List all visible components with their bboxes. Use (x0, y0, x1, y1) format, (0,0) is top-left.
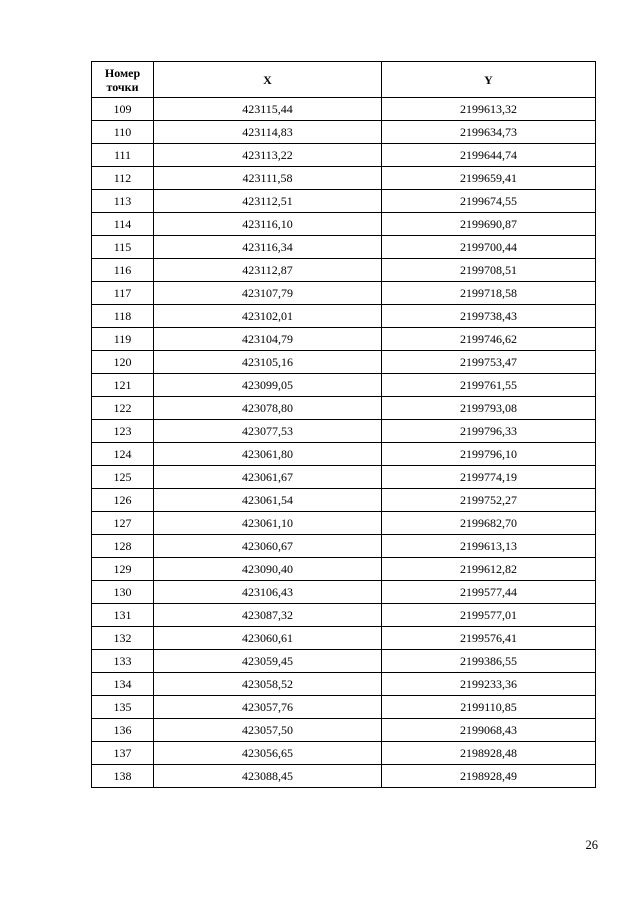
cell-point-number: 124 (92, 443, 154, 466)
cell-y: 2199612,82 (382, 558, 596, 581)
cell-x: 423060,67 (154, 535, 382, 558)
table-row (92, 420, 596, 443)
table-header-row (92, 62, 596, 98)
cell-x: 423112,87 (154, 259, 382, 282)
cell-point-number: 119 (92, 328, 154, 351)
table-row (92, 512, 596, 535)
cell-point-number: 120 (92, 351, 154, 374)
coordinates-table (91, 61, 596, 788)
table-row (92, 190, 596, 213)
cell-point-number: 126 (92, 489, 154, 512)
cell-x: 423116,34 (154, 236, 382, 259)
cell-point-number: 131 (92, 604, 154, 627)
cell-point-number: 135 (92, 696, 154, 719)
cell-y: 2198928,48 (382, 742, 596, 765)
cell-x: 423105,16 (154, 351, 382, 374)
cell-point-number: 138 (92, 765, 154, 788)
cell-x: 423077,53 (154, 420, 382, 443)
cell-point-number: 118 (92, 305, 154, 328)
cell-y: 2199386,55 (382, 650, 596, 673)
cell-point-number: 112 (92, 167, 154, 190)
cell-x: 423107,79 (154, 282, 382, 305)
table-row (92, 282, 596, 305)
cell-x: 423058,52 (154, 673, 382, 696)
cell-point-number: 128 (92, 535, 154, 558)
cell-x: 423078,80 (154, 397, 382, 420)
cell-x: 423057,76 (154, 696, 382, 719)
cell-y: 2199577,44 (382, 581, 596, 604)
cell-x: 423087,32 (154, 604, 382, 627)
cell-y: 2199718,58 (382, 282, 596, 305)
cell-point-number: 125 (92, 466, 154, 489)
cell-point-number: 130 (92, 581, 154, 604)
table-row (92, 397, 596, 420)
cell-x: 423112,51 (154, 190, 382, 213)
cell-point-number: 113 (92, 190, 154, 213)
cell-point-number: 110 (92, 121, 154, 144)
cell-point-number: 123 (92, 420, 154, 443)
cell-y: 2199674,55 (382, 190, 596, 213)
cell-x: 423102,01 (154, 305, 382, 328)
cell-y: 2199746,62 (382, 328, 596, 351)
cell-x: 423088,45 (154, 765, 382, 788)
table-row (92, 627, 596, 650)
cell-x: 423061,67 (154, 466, 382, 489)
cell-point-number: 133 (92, 650, 154, 673)
cell-x: 423060,61 (154, 627, 382, 650)
cell-y: 2199793,08 (382, 397, 596, 420)
cell-point-number: 129 (92, 558, 154, 581)
table-row (92, 558, 596, 581)
cell-y: 2199577,01 (382, 604, 596, 627)
cell-y: 2199774,19 (382, 466, 596, 489)
table-row (92, 374, 596, 397)
table-row (92, 742, 596, 765)
table-row (92, 328, 596, 351)
cell-x: 423114,83 (154, 121, 382, 144)
table-row (92, 535, 596, 558)
cell-point-number: 109 (92, 98, 154, 121)
cell-x: 423059,45 (154, 650, 382, 673)
table-row (92, 489, 596, 512)
cell-y: 2199796,33 (382, 420, 596, 443)
table-row (92, 167, 596, 190)
cell-point-number: 122 (92, 397, 154, 420)
cell-x: 423116,10 (154, 213, 382, 236)
cell-point-number: 127 (92, 512, 154, 535)
table-row (92, 443, 596, 466)
cell-point-number: 111 (92, 144, 154, 167)
cell-x: 423113,22 (154, 144, 382, 167)
table-row (92, 144, 596, 167)
table-row (92, 466, 596, 489)
cell-y: 2199613,13 (382, 535, 596, 558)
page-number: 26 (585, 838, 598, 852)
cell-point-number: 136 (92, 719, 154, 742)
table-row (92, 673, 596, 696)
cell-y: 2199708,51 (382, 259, 596, 282)
table-row (92, 696, 596, 719)
table-row (92, 98, 596, 121)
table-row (92, 305, 596, 328)
cell-y: 2199110,85 (382, 696, 596, 719)
cell-y: 2199690,87 (382, 213, 596, 236)
cell-y: 2199634,73 (382, 121, 596, 144)
cell-y: 2199752,27 (382, 489, 596, 512)
cell-y: 2198928,49 (382, 765, 596, 788)
cell-point-number: 114 (92, 213, 154, 236)
cell-point-number: 115 (92, 236, 154, 259)
cell-x: 423106,43 (154, 581, 382, 604)
cell-x: 423111,58 (154, 167, 382, 190)
table-row (92, 604, 596, 627)
table-row (92, 581, 596, 604)
cell-y: 2199796,10 (382, 443, 596, 466)
cell-y: 2199761,55 (382, 374, 596, 397)
cell-point-number: 117 (92, 282, 154, 305)
cell-point-number: 121 (92, 374, 154, 397)
table-row (92, 765, 596, 788)
cell-x: 423099,05 (154, 374, 382, 397)
cell-y: 2199659,41 (382, 167, 596, 190)
table-row (92, 213, 596, 236)
cell-point-number: 116 (92, 259, 154, 282)
header-y: Y (382, 62, 596, 98)
cell-y: 2199068,43 (382, 719, 596, 742)
table-row (92, 236, 596, 259)
cell-y: 2199738,43 (382, 305, 596, 328)
cell-x: 423061,80 (154, 443, 382, 466)
table-body (92, 98, 596, 788)
cell-x: 423056,65 (154, 742, 382, 765)
header-point-number: Номер точки (92, 62, 154, 98)
cell-y: 2199700,44 (382, 236, 596, 259)
cell-x: 423061,10 (154, 512, 382, 535)
cell-x: 423115,44 (154, 98, 382, 121)
cell-point-number: 132 (92, 627, 154, 650)
cell-y: 2199233,36 (382, 673, 596, 696)
cell-point-number: 134 (92, 673, 154, 696)
cell-y: 2199644,74 (382, 144, 596, 167)
table-row (92, 719, 596, 742)
cell-x: 423061,54 (154, 489, 382, 512)
table-row (92, 259, 596, 282)
header-x: X (154, 62, 382, 98)
cell-point-number: 137 (92, 742, 154, 765)
table-row (92, 650, 596, 673)
cell-y: 2199613,32 (382, 98, 596, 121)
cell-x: 423104,79 (154, 328, 382, 351)
cell-x: 423057,50 (154, 719, 382, 742)
cell-y: 2199753,47 (382, 351, 596, 374)
cell-x: 423090,40 (154, 558, 382, 581)
table-row (92, 121, 596, 144)
cell-y: 2199576,41 (382, 627, 596, 650)
table-row (92, 351, 596, 374)
cell-y: 2199682,70 (382, 512, 596, 535)
